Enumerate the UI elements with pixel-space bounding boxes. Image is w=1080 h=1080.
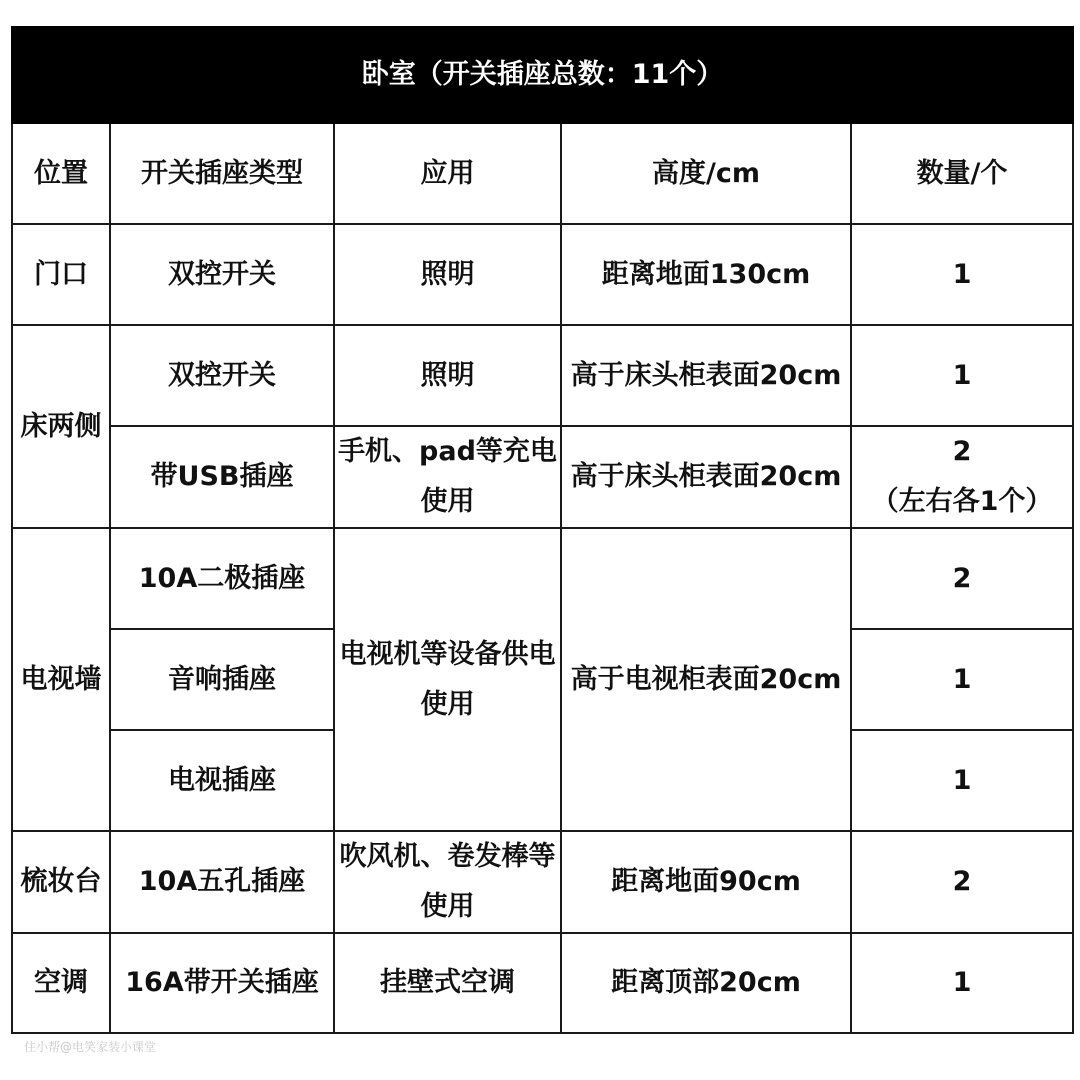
cell-quantity: 1 bbox=[851, 730, 1073, 831]
cell-height: 距离顶部20cm bbox=[561, 933, 851, 1033]
cell-usage: 吹风机、卷发棒等使用 bbox=[334, 831, 561, 933]
socket-table-sheet bbox=[11, 26, 1072, 1034]
table-row bbox=[12, 224, 1073, 325]
header-usage: 应用 bbox=[334, 123, 561, 224]
cell-height: 距离地面130cm bbox=[561, 224, 851, 325]
cell-type: 双控开关 bbox=[110, 224, 334, 325]
bedroom-socket-table bbox=[11, 26, 1074, 1034]
cell-quantity: 1 bbox=[851, 325, 1073, 426]
cell-type: 16A带开关插座 bbox=[110, 933, 334, 1033]
cell-quantity: 1 bbox=[851, 224, 1073, 325]
cell-height-tv-wall: 高于电视柜表面20cm bbox=[561, 528, 851, 831]
cell-type: 10A二极插座 bbox=[110, 528, 334, 629]
cell-quantity: 1 bbox=[851, 629, 1073, 730]
table-row bbox=[12, 325, 1073, 426]
cell-quantity: 1 bbox=[851, 933, 1073, 1033]
cell-quantity bbox=[851, 426, 1073, 528]
location-tv-wall: 电视墙 bbox=[12, 528, 110, 831]
cell-usage: 挂壁式空调 bbox=[334, 933, 561, 1033]
location-vanity: 梳妆台 bbox=[12, 831, 110, 933]
header-height: 高度/cm bbox=[561, 123, 851, 224]
cell-height: 距离地面90cm bbox=[561, 831, 851, 933]
header-location: 位置 bbox=[12, 123, 110, 224]
cell-type: 电视插座 bbox=[110, 730, 334, 831]
header-quantity: 数量/个 bbox=[851, 123, 1073, 224]
table-row bbox=[12, 831, 1073, 933]
cell-usage-tv-wall: 电视机等设备供电使用 bbox=[334, 528, 561, 831]
location-ac: 空调 bbox=[12, 933, 110, 1033]
table-title: 卧室（开关插座总数：11个） bbox=[12, 27, 1073, 123]
cell-type: 带USB插座 bbox=[110, 426, 334, 528]
table-row bbox=[12, 933, 1073, 1033]
cell-type: 双控开关 bbox=[110, 325, 334, 426]
quantity-note: （左右各1个） bbox=[871, 486, 1053, 517]
table-row bbox=[12, 528, 1073, 629]
watermark: 住小帮@电笑家装小课堂 bbox=[24, 1040, 157, 1054]
location-door: 门口 bbox=[12, 224, 110, 325]
cell-usage: 手机、pad等充电使用 bbox=[334, 426, 561, 528]
cell-type: 10A五孔插座 bbox=[110, 831, 334, 933]
cell-quantity: 2 bbox=[851, 528, 1073, 629]
cell-usage: 照明 bbox=[334, 325, 561, 426]
location-bedside: 床两侧 bbox=[12, 325, 110, 528]
quantity-value: 2 bbox=[952, 436, 972, 467]
cell-usage: 照明 bbox=[334, 224, 561, 325]
cell-height: 高于床头柜表面20cm bbox=[561, 426, 851, 528]
title-row bbox=[12, 27, 1073, 123]
table-row bbox=[12, 426, 1073, 528]
header-row bbox=[12, 123, 1073, 224]
cell-height: 高于床头柜表面20cm bbox=[561, 325, 851, 426]
header-type: 开关插座类型 bbox=[110, 123, 334, 224]
cell-type: 音响插座 bbox=[110, 629, 334, 730]
cell-quantity: 2 bbox=[851, 831, 1073, 933]
